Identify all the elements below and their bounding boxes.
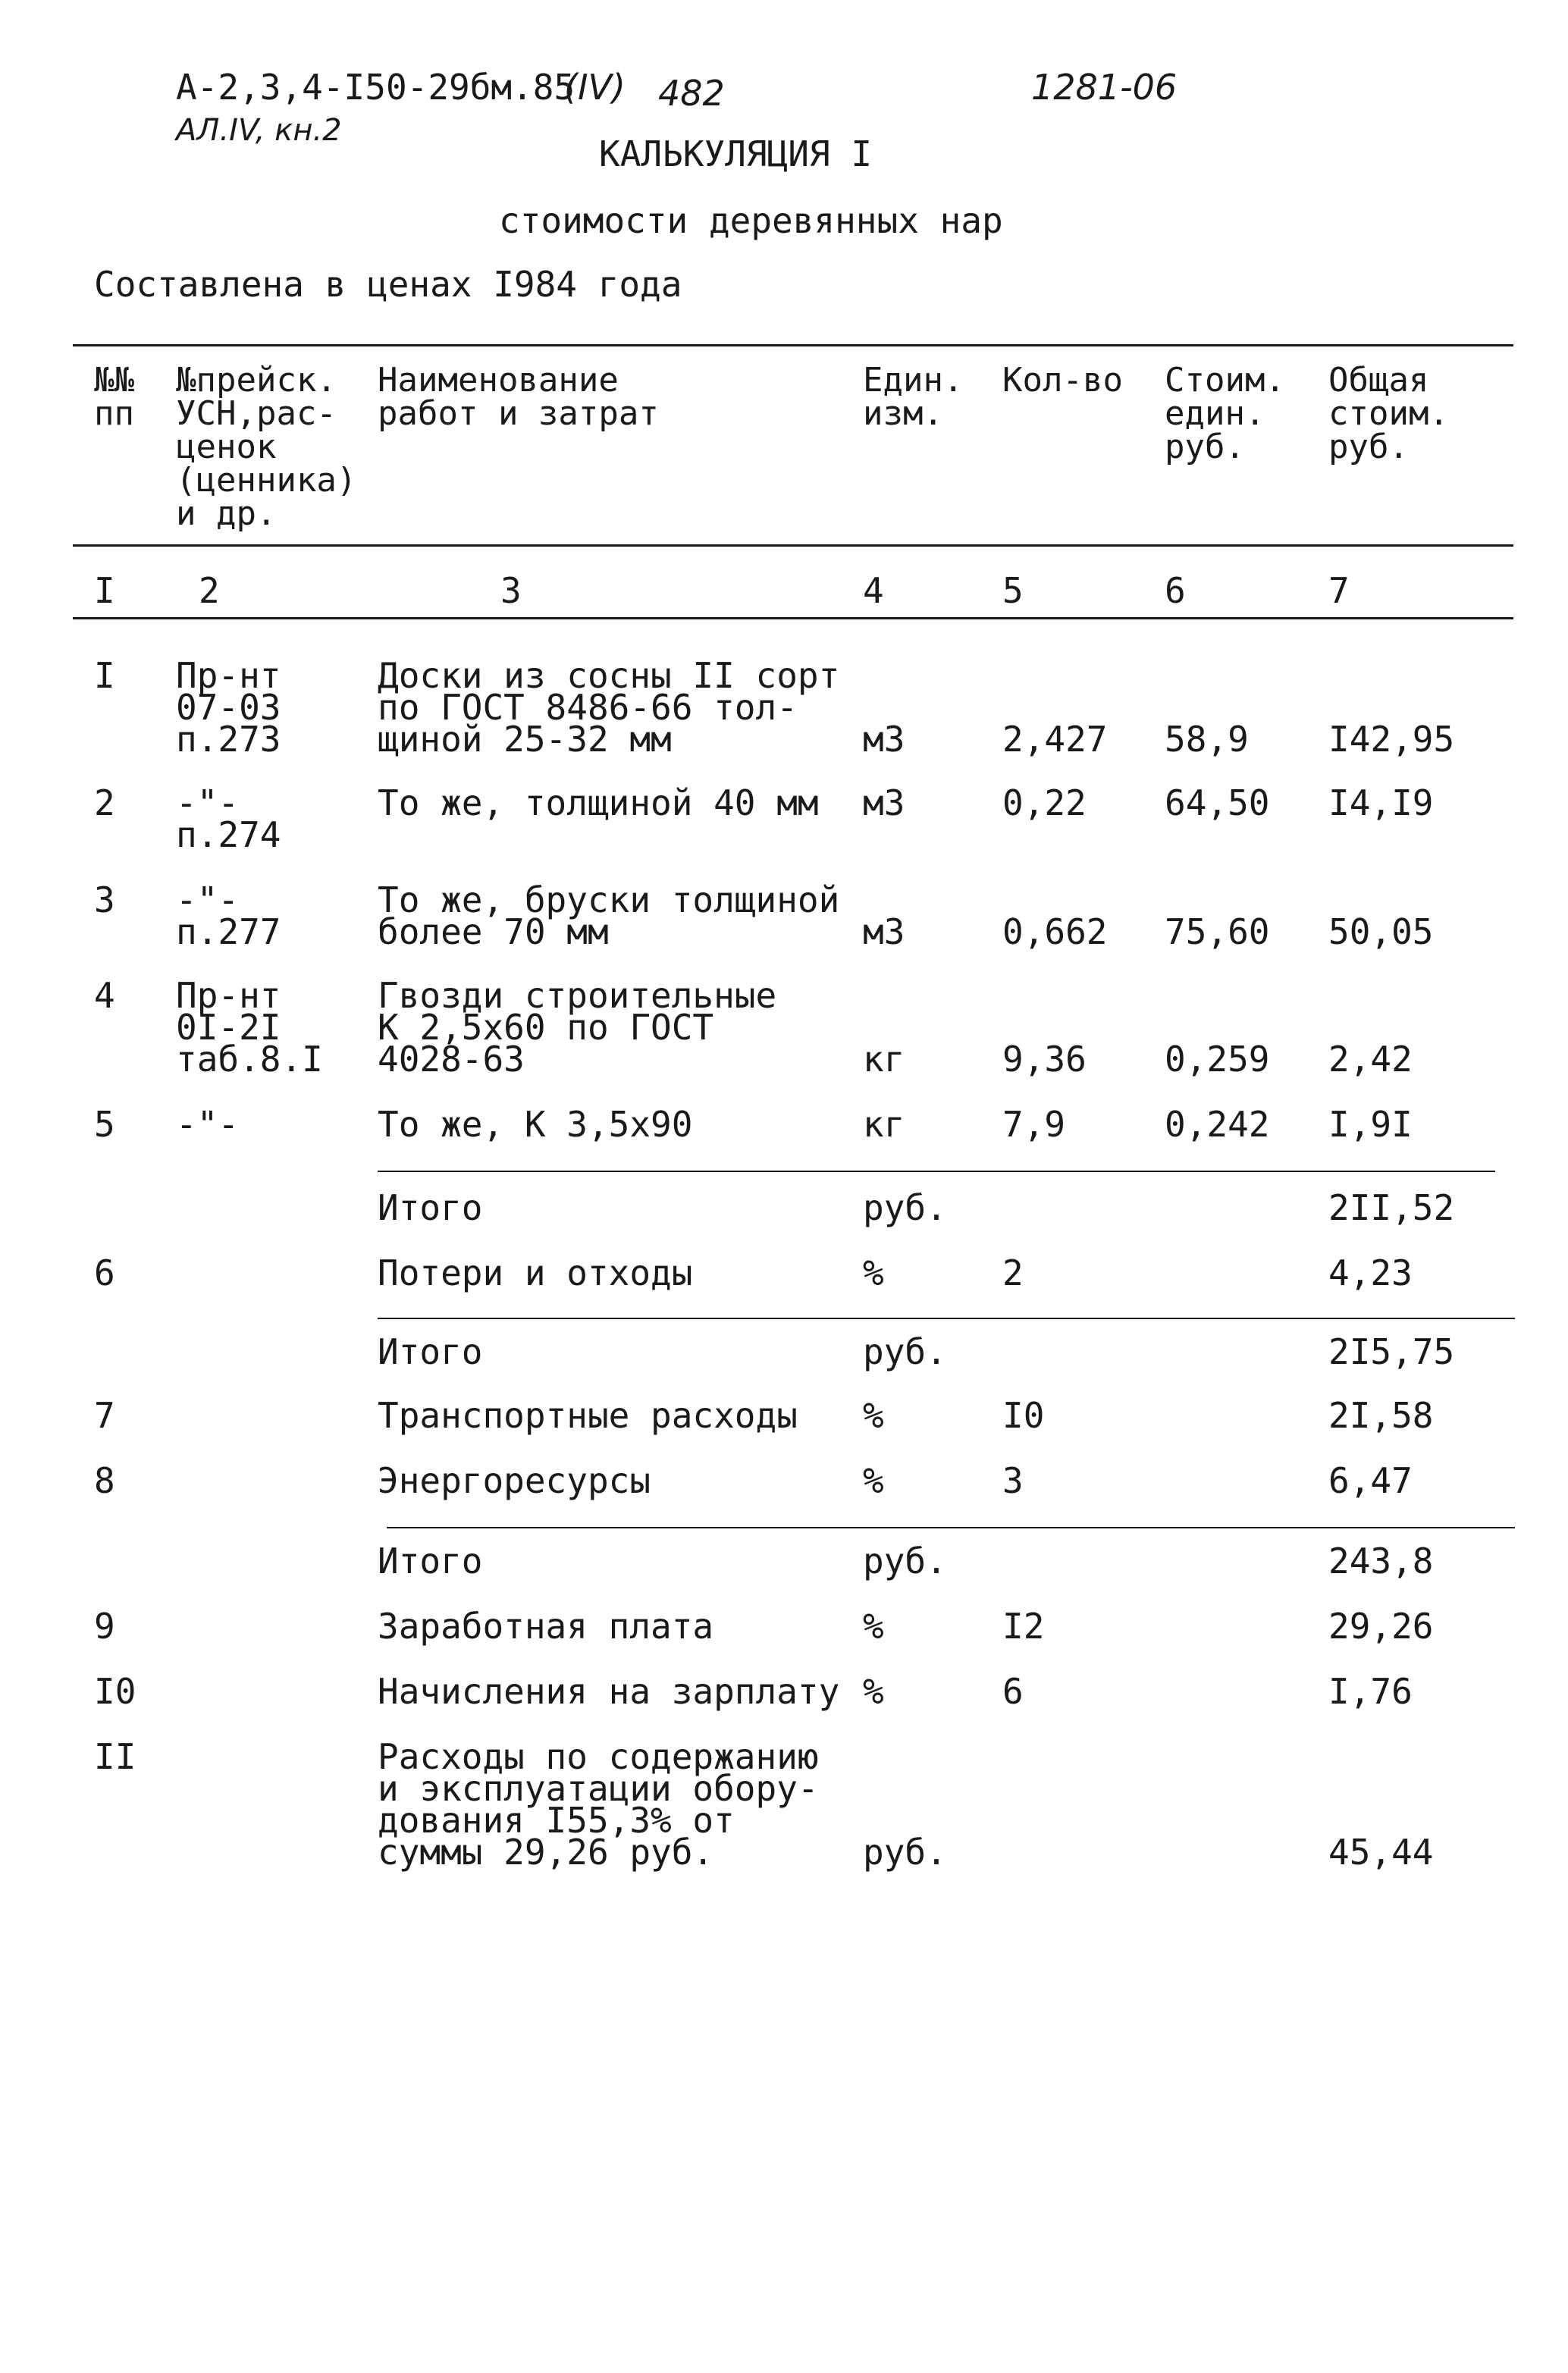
row-unit-price: 0,242 (1165, 1104, 1270, 1145)
row-quantity: 2,427 (1002, 719, 1108, 760)
column-header-unit: Един. изм. (863, 361, 964, 433)
row-quantity: 9,36 (1002, 1039, 1087, 1080)
row-name: Расходы по содержанию и эксплуатации обору- дования I55,3% от суммы 29,26 руб. (378, 1736, 819, 1873)
row-total: 50,05 (1328, 911, 1434, 952)
column-number: 3 (500, 570, 522, 611)
row-name: Транспортные расходы (378, 1395, 798, 1436)
subtotal-rule (378, 1171, 1495, 1172)
row-quantity: 2 (1002, 1252, 1024, 1293)
row-total: 2I,58 (1328, 1395, 1434, 1436)
row-number: 9 (94, 1606, 115, 1647)
row-unit: % (863, 1460, 884, 1501)
row-number: 6 (94, 1252, 115, 1293)
row-total: 243,8 (1328, 1541, 1434, 1581)
row-total: I,76 (1328, 1671, 1413, 1712)
row-reference: -"- (176, 1104, 240, 1145)
column-number: 7 (1328, 570, 1350, 611)
row-reference: Пр-нт 0I-2I таб.8.I (176, 975, 323, 1080)
column-header-name: Наименование работ и затрат (378, 361, 659, 433)
row-number: 3 (94, 879, 115, 920)
row-unit: руб. (863, 1541, 947, 1581)
row-unit: % (863, 1671, 884, 1712)
row-unit-price: 58,9 (1165, 719, 1249, 760)
column-number: 2 (199, 570, 220, 611)
row-quantity: 6 (1002, 1671, 1024, 1712)
row-quantity: 3 (1002, 1460, 1024, 1501)
row-number: I (94, 655, 115, 696)
row-name: Начисления на зарплату (378, 1671, 840, 1712)
row-quantity: I2 (1002, 1606, 1045, 1647)
row-quantity: 0,22 (1002, 782, 1087, 823)
subtotal-label: Итого (378, 1541, 483, 1581)
row-total: I4,I9 (1328, 782, 1434, 823)
subtotal-label: Итого (378, 1331, 483, 1372)
row-number: 7 (94, 1395, 115, 1436)
row-unit: % (863, 1395, 884, 1436)
row-number: 5 (94, 1104, 115, 1145)
column-number: I (94, 570, 115, 611)
subtotal-rule (378, 1318, 1515, 1319)
row-quantity: I0 (1002, 1395, 1045, 1436)
document-code-suffix: (IV) (564, 67, 626, 108)
column-header-unit-price: Стоим. един. руб. (1165, 361, 1285, 466)
row-unit: м3 (863, 911, 905, 952)
row-number: 2 (94, 782, 115, 823)
document-number: 482 (658, 73, 725, 114)
row-total: 29,26 (1328, 1606, 1434, 1647)
album-reference: АЛ.IV, кн.2 (176, 113, 342, 148)
row-name: Энергоресурсы (378, 1460, 651, 1501)
row-reference: -"- п.277 (176, 879, 281, 952)
row-total: 4,23 (1328, 1252, 1413, 1293)
row-number: I0 (94, 1671, 136, 1712)
row-unit: кг (863, 1039, 905, 1080)
row-reference: Пр-нт 07-03 п.273 (176, 655, 281, 760)
column-numbers-rule (73, 617, 1513, 619)
row-name: То же, К 3,5х90 (378, 1104, 693, 1145)
row-unit: руб. (863, 1331, 947, 1372)
row-quantity: 0,662 (1002, 911, 1108, 952)
row-number: 8 (94, 1460, 115, 1501)
subtotal-label: Итого (378, 1187, 483, 1228)
row-unit: % (863, 1252, 884, 1293)
column-number: 4 (863, 570, 884, 611)
row-total: I42,95 (1328, 719, 1455, 760)
row-unit: кг (863, 1104, 905, 1145)
column-header-total: Общая стоим. руб. (1328, 361, 1449, 466)
subtotal-rule (387, 1527, 1515, 1528)
column-number: 6 (1165, 570, 1186, 611)
page-subtitle: стоимости деревянных нар (499, 200, 1003, 241)
column-header-quantity: Кол-во (1002, 361, 1123, 400)
row-total: 2I5,75 (1328, 1331, 1455, 1372)
row-unit-price: 0,259 (1165, 1039, 1270, 1080)
row-total: 2II,52 (1328, 1187, 1455, 1228)
row-unit: руб. (863, 1187, 947, 1228)
prices-note: Составлена в ценах I984 года (94, 264, 682, 305)
row-unit: руб. (863, 1832, 947, 1873)
row-name: Доски из сосны II сорт по ГОСТ 8486-66 тол- щиной 25-32 мм (378, 655, 840, 760)
row-name: Заработная плата (378, 1606, 714, 1647)
row-total: 45,44 (1328, 1832, 1434, 1873)
page-title: КАЛЬКУЛЯЦИЯ I (599, 133, 873, 174)
sheet-reference: 1281-06 (1031, 67, 1178, 108)
column-header-number: №№ пп (94, 361, 134, 433)
row-name: Гвозди строительные К 2,5х60 по ГОСТ 4028-63 (378, 975, 777, 1080)
row-number: II (94, 1736, 136, 1777)
row-unit: м3 (863, 719, 905, 760)
row-reference: -"- п.274 (176, 782, 281, 855)
row-total: 6,47 (1328, 1460, 1413, 1501)
row-name: То же, толщиной 40 мм (378, 782, 819, 823)
header-bottom-rule (73, 544, 1513, 547)
row-name: Потери и отходы (378, 1252, 693, 1293)
row-unit: % (863, 1606, 884, 1647)
row-number: 4 (94, 975, 115, 1016)
row-name: То же, бруски толщиной более 70 мм (378, 879, 840, 952)
column-number: 5 (1002, 570, 1024, 611)
row-total: 2,42 (1328, 1039, 1413, 1080)
row-unit-price: 75,60 (1165, 911, 1270, 952)
table-top-rule (73, 344, 1513, 346)
row-unit: м3 (863, 782, 905, 823)
column-header-reference: №прейск. УСН,рас- ценок (ценника) и др. (176, 361, 357, 533)
document-code: А-2,3,4-I50-29бм.85 (176, 67, 575, 108)
row-total: I,9I (1328, 1104, 1413, 1145)
row-unit-price: 64,50 (1165, 782, 1270, 823)
row-quantity: 7,9 (1002, 1104, 1066, 1145)
